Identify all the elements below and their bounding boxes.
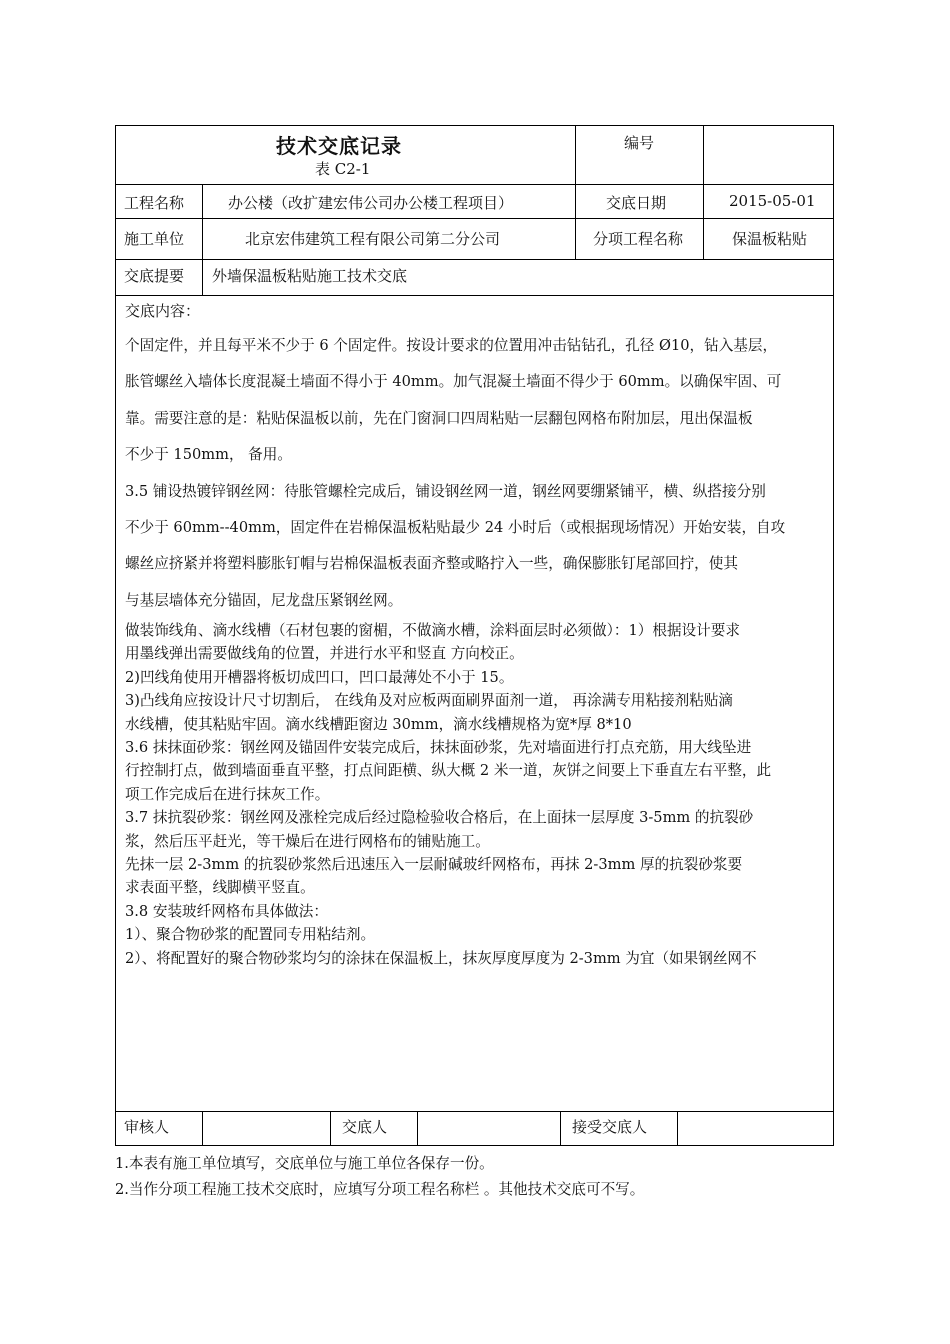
receiver-label: 接受交底人 [572,1118,648,1136]
disclosure-date-value: 2015-05-01 [729,192,816,210]
content-line: 3)凸线角应按设计尺寸切割后， 在线角及对应板两面刷界面剂一道， 再涂满专用粘接剂粘贴滴 [125,692,734,710]
content-line: 2）、将配置好的聚合物砂浆均匀的涂抹在保温板上，抹灰厚度厚度为 2-3mm 为宜（如果钢丝网不 [125,949,757,967]
content-line: 用墨线弹出需要做线角的位置，并进行水平和竖直 方向校正。 [125,645,524,663]
col-divider [677,1111,678,1145]
row-divider [116,184,833,185]
content-line: 与基层墙体充分锚固，尼龙盘压紧钢丝网。 [125,591,403,609]
disclosure-date-label: 交底日期 [606,194,667,212]
content-line: 2)凹线角使用开槽器将板切成凹口，凹口最薄处不小于 15。 [125,668,514,686]
row-divider [116,1111,833,1112]
col-divider [202,184,203,295]
content-line: 靠。需要注意的是：粘贴保温板以前，先在门窗洞口四周粘贴一层翻包网格布附加层，甩出保温板 [125,409,753,427]
subproject-name-label: 分项工程名称 [593,230,684,248]
row-divider [116,218,833,219]
project-name-label: 工程名称 [124,194,185,212]
content-block-b [125,619,825,970]
content-line: 3.7 抹抗裂砂浆：钢丝网及涨栓完成后经过隐检验收合格后，在上面抹一层厚度 3-5mm 的抗裂砂 [125,809,754,827]
col-divider [703,126,704,259]
row-divider [116,295,833,296]
content-block-a [125,328,825,619]
content-line: 行控制打点，做到墙面垂直平整，打点间距横、纵大概 2 米一道，灰饼之间要上下垂直左右平整，此 [125,762,772,780]
content-line: 求表面平整，线脚横平竖直。 [125,879,315,897]
content-line: 胀管螺丝入墙体长度混凝土墙面不得小于 40mm。加气混凝土墙面不得少于 60mm。以确保牢固、可 [125,373,782,391]
discloser-label: 交底人 [342,1118,388,1136]
content-line: 先抹一层 2-3mm 的抗裂砂浆然后迅速压入一层耐碱玻纤网格布，再抹 2-3mm 厚的抗裂砂浆要 [125,856,743,874]
reviewer-label: 审核人 [124,1118,170,1136]
col-divider [575,126,576,259]
content-line: 3.8 安装玻纤网格布具体做法： [125,902,328,920]
content-line: 水线槽，使其粘贴牢固。滴水线槽距窗边 30mm，滴水线槽规格为宽*厚 8*10 [125,715,632,733]
form-title: 技术交底记录 [276,134,402,158]
number-label: 编号 [624,134,655,152]
content-line: 个固定件，并且每平米不少于 6 个固定件。按设计要求的位置用冲击钻钻孔，孔径 Ø10，钻入基层， [125,337,778,354]
subproject-name-value: 保温板粘贴 [732,230,808,248]
col-divider [560,1111,561,1145]
row-divider [116,259,833,260]
col-divider [417,1111,418,1145]
footnote: 1.本表有施工单位填写，交底单位与施工单位各保存一份。 [115,1155,494,1172]
form-code: 表 C2-1 [315,160,371,178]
construction-unit-label: 施工单位 [124,230,185,248]
technical-disclosure-form [115,125,834,1146]
summary-label: 交底提要 [124,267,185,285]
content-line: 不少于 60mm--40mm，固定件在岩棉保温板粘贴最少 24 小时后（或根据现场情况）开始安装，自攻 [125,519,786,537]
content-line: 螺丝应挤紧并将塑料膨胀钉帽与岩棉保温板表面齐整或略拧入一些，确保膨胀钉尾部回拧，使其 [125,555,738,573]
content-line: 做装饰线角、滴水线槽（石材包裹的窗楣，不做滴水槽，涂料面层时必须做）：1）根据设计要求 [125,622,740,639]
content-line: 3.6 抹抹面砂浆：钢丝网及锚固件安装完成后，抹抹面砂浆，先对墙面进行打点充筋，用大线坠进 [125,739,752,757]
summary-value: 外墙保温板粘贴施工技术交底 [212,267,408,285]
content-label: 交底内容： [125,302,201,320]
project-name-value: 办公楼（改扩建宏伟公司办公楼工程项目） [228,194,514,212]
footnote: 2.当作分项工程施工技术交底时，应填写分项工程名称栏 。其他技术交底可不写。 [115,1181,645,1198]
content-line: 不少于 150mm， 备用。 [125,446,292,464]
content-line: 3.5 铺设热镀锌钢丝网：待胀管螺栓完成后，铺设钢丝网一道，钢丝网要绷紧铺平，横、纵搭接分别 [125,482,766,500]
content-line: 浆，然后压平赶光，等干燥后在进行网格布的铺贴施工。 [125,832,490,850]
col-divider [330,1111,331,1145]
content-line: 项工作完成后在进行抹灰工作。 [125,785,330,803]
col-divider [202,1111,203,1145]
construction-unit-value: 北京宏伟建筑工程有限公司第二分公司 [245,230,501,248]
content-line: 1）、聚合物砂浆的配置同专用粘结剂。 [125,926,376,944]
